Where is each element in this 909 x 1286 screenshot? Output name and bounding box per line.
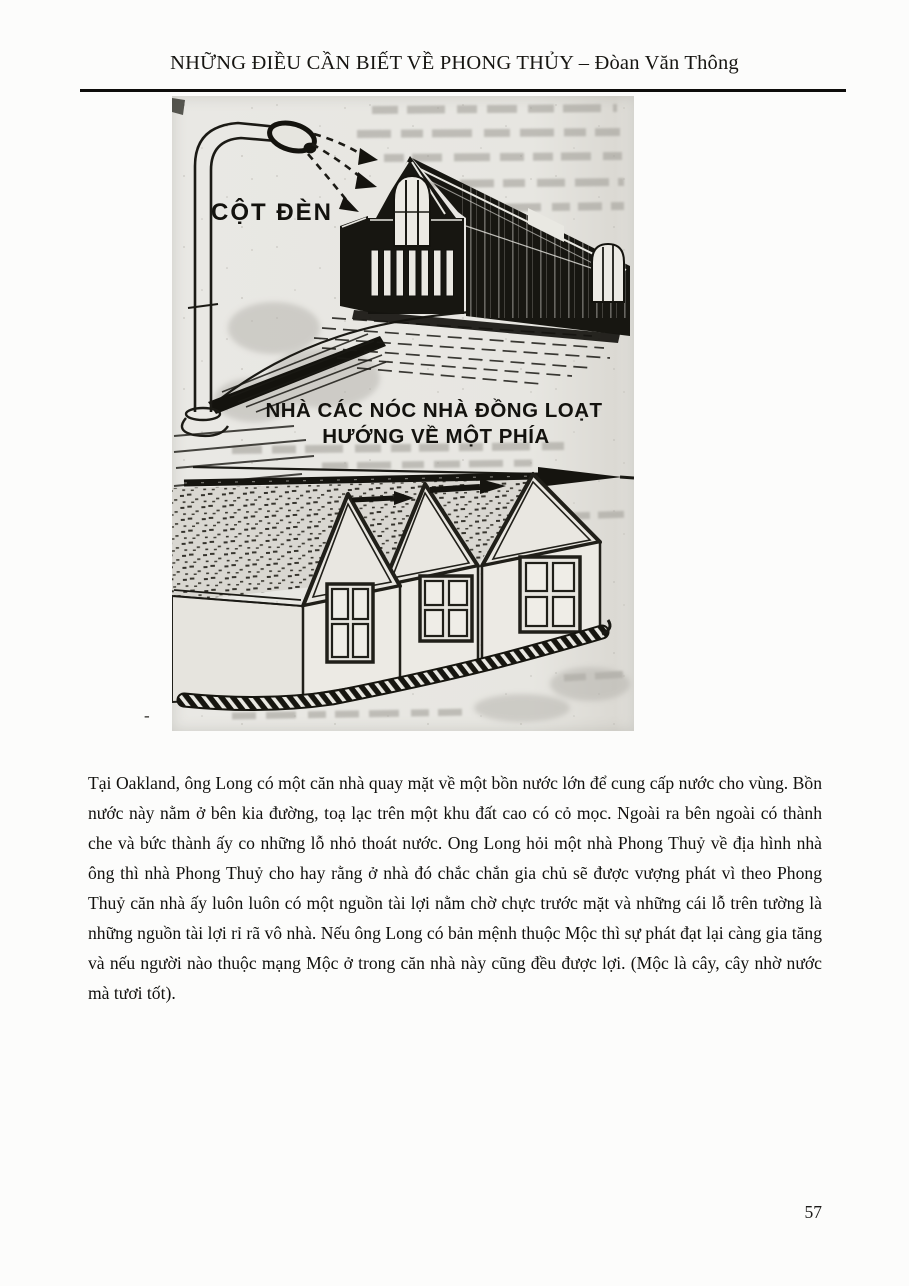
- scan-corner-smudge: [172, 98, 185, 115]
- four-pane-window: [420, 576, 472, 641]
- body-paragraph: Tại Oakland, ông Long có một căn nhà quay mặt về một bồn nước lớn để cung cấp nước cho vùng. Bồn nước này nằm ở bên kia đường, toạ lạc trên một khu đất cao có cỏ mọc. Ngoài ra bên ngoài có thành che và bức thành ấy co những lỗ nhỏ thoát nước. Ong Long hỏi một nhà Phong Thuỷ về địa hình nhà ông thì nhà Phong Thuỷ cho hay rằng ở nhà đó chắc chắn gia chủ sẽ được vượng phát vì theo Phong Thuỷ căn nhà ấy luôn luôn có một nguồn tài lợi nằm chờ chực trước mặt và những cái lỗ trên tường là những nguồn tài lợi rỉ rã vô nhà. Nếu ông Long có bản mệnh thuộc Mộc thì sự phát đạt lại càng gia tăng và nếu người nào thuộc mạng Mộc ở trong căn nhà này cũng đều được lợi. (Mộc là cây, cây nhờ nước mà tươi tốt).: [88, 773, 822, 1003]
- arched-window: [394, 176, 430, 246]
- illustration-svg: [172, 96, 634, 731]
- figure-caption-line1: NHÀ CÁC NÓC NHÀ ĐỒNG LOẠT: [265, 399, 603, 422]
- header-divider: [80, 89, 846, 92]
- lamp-label: CỘT ĐÈN: [211, 199, 333, 226]
- arched-window: [592, 244, 624, 302]
- feng-shui-illustration: [172, 96, 634, 731]
- garage-slats: [371, 250, 454, 296]
- page-title: NHỮNG ĐIỀU CẦN BIẾT VỀ PHONG THỦY – Đòan Văn Thông: [170, 52, 739, 74]
- four-pane-window: [520, 557, 580, 632]
- four-pane-window: [327, 584, 373, 662]
- stray-mark: -: [144, 706, 150, 725]
- page-number: 57: [804, 1202, 822, 1222]
- figure-caption-line2: HƯỚNG VỀ MỘT PHÍA: [322, 425, 550, 448]
